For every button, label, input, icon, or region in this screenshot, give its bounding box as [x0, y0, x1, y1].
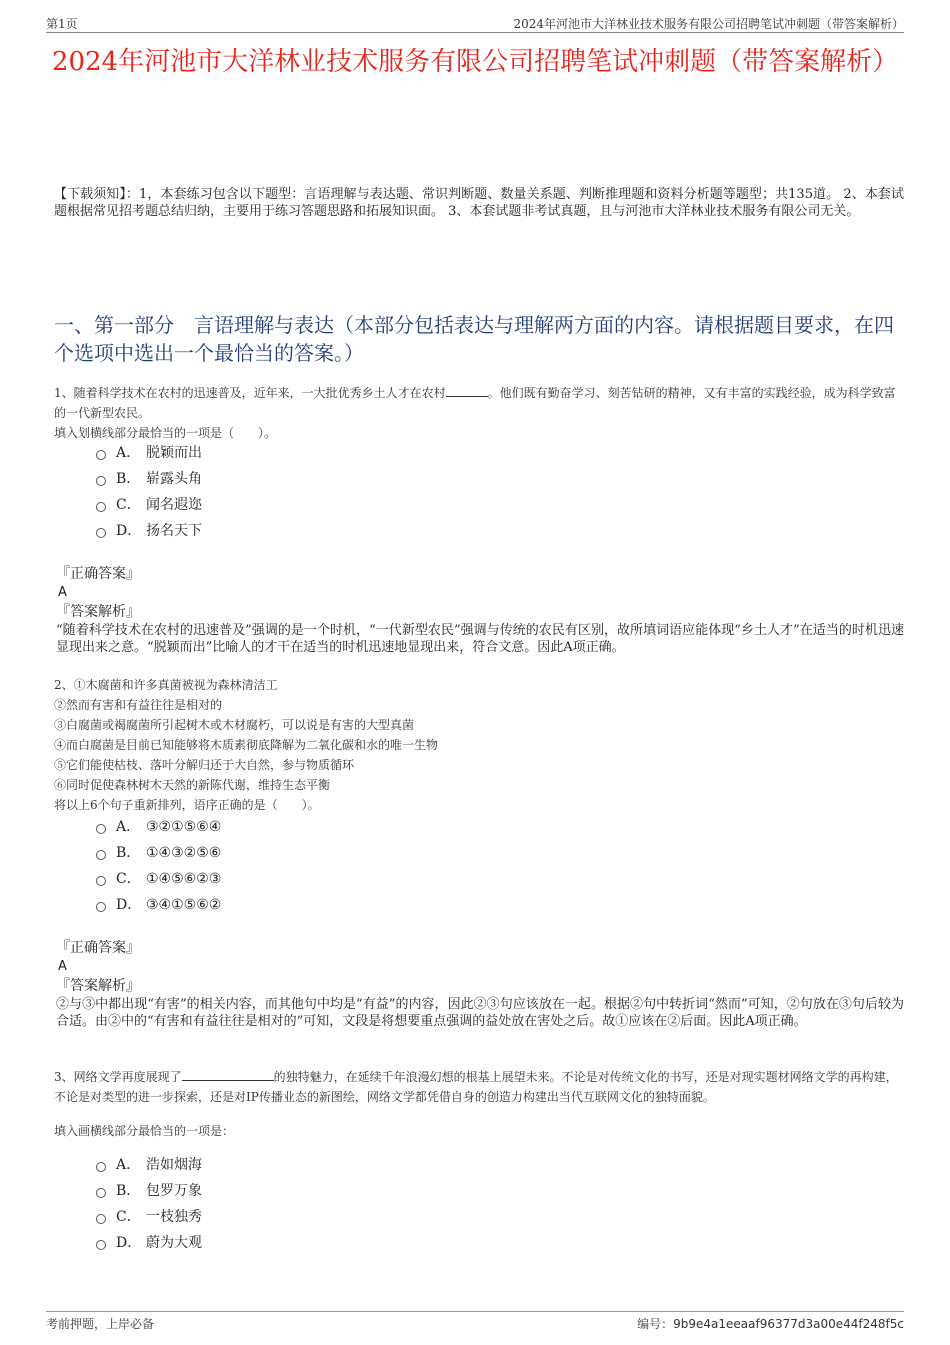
option-d[interactable]: D． 扬名天下 — [96, 518, 202, 544]
analysis-label: 『答案解析』 — [56, 978, 140, 994]
question-3-stem: 3、网络文学再度展现了 的独特魅力，在延续千年浪漫幻想的根基上展望未来。不论是对传统文化的书写，还是对现实题材网络文学的再构建，不论是对类型的进一步探索，还是对IP传播业态的新图绘，网络文学都凭借自身的创造力构建出当代互联网文化的独特面貌。 — [54, 1070, 898, 1104]
radio-icon[interactable] — [96, 876, 106, 886]
question-1-answer — [56, 564, 904, 656]
radio-icon[interactable] — [96, 1188, 106, 1198]
radio-icon[interactable] — [96, 824, 106, 834]
answer-value: A — [58, 585, 67, 600]
question-1-options — [96, 440, 202, 544]
answer-label: 『正确答案』 — [56, 940, 140, 956]
radio-icon[interactable] — [96, 902, 106, 912]
question-3-options — [96, 1152, 202, 1256]
question-2-stem: 2、①木腐菌和许多真菌被视为森林清洁工 ②然而有害和有益往往是相对的 ③白腐菌或褐腐菌所引起树木或木材腐朽，可以说是有害的大型真菌 ④而白腐菌是目前已知能够将木质素彻底降解为二氧化碳和水的唯一生物 ⑤它们能使枯枝、落叶分解归还于大自然，参与物质循环 ⑥同时促使森林树木天然的新陈代谢，维持生态平衡 将以上6个句子重新排列，语序正确的是（ ）。 — [54, 678, 439, 812]
radio-icon[interactable] — [96, 476, 106, 486]
question-2-answer — [56, 938, 904, 1030]
option-a[interactable]: A． ③②①⑤⑥④ — [96, 814, 221, 840]
analysis-label: 『答案解析』 — [56, 604, 140, 620]
page-number: 第1页 — [46, 17, 78, 31]
radio-icon[interactable] — [96, 1162, 106, 1172]
option-d[interactable]: D． 蔚为大观 — [96, 1230, 202, 1256]
question-3-prompt: 填入画横线部分最恰当的一项是： — [54, 1124, 235, 1138]
option-c[interactable]: C． ①④⑤⑥②③ — [96, 866, 221, 892]
answer-value: A — [58, 959, 67, 974]
fill-blank — [446, 396, 488, 397]
option-c[interactable]: C． 一枝独秀 — [96, 1204, 202, 1230]
page-header — [46, 14, 904, 33]
page-footer — [46, 1311, 904, 1332]
option-b[interactable]: B． ①④③②⑤⑥ — [96, 840, 221, 866]
question-2-options — [96, 814, 221, 918]
document-title: 2024年河池市大洋林业技术服务有限公司招聘笔试冲刺题（带答案解析） — [51, 47, 899, 77]
answer-label: 『正确答案』 — [56, 566, 140, 582]
option-d[interactable]: D． ③④①⑤⑥② — [96, 892, 221, 918]
analysis-text: “随着科学技术在农村的迅速普及”强调的是一个时机，“一代新型农民”强调与传统的农民有区别，故所填词语应能体现“乡土人才”在适当的时机迅速显现出来之意。“脱颖而出”比喻人的才干在适当的时机迅速地显现出来，符合文意。因此A项正确。 — [56, 623, 904, 655]
radio-icon[interactable] — [96, 450, 106, 460]
option-b[interactable]: B． 包罗万象 — [96, 1178, 202, 1204]
option-a[interactable]: A． 浩如烟海 — [96, 1152, 202, 1178]
download-notice: 【下载须知】：1，本套练习包含以下题型：言语理解与表达题、常识判断题、数量关系题、判断推理题和资料分析题等题型；共135道。 2、本套试题根据常见招考题总结归纳，主要用于练习答题思路和拓展知识面。 3、本套试题非考试真题，且与河池市大洋林业技术服务有限公司无关。 — [54, 187, 904, 219]
radio-icon[interactable] — [96, 1240, 106, 1250]
document-code: 编号：9b9e4a1eeaaf96377d3a00e44f248f5c — [637, 1317, 904, 1331]
fill-blank — [182, 1080, 274, 1081]
radio-icon[interactable] — [96, 850, 106, 860]
radio-icon[interactable] — [96, 1214, 106, 1224]
analysis-text: ②与③中都出现“有害”的相关内容，而其他句中均是“有益”的内容，因此②③句应该放在一起。根据②句中转折词“然而”可知，②句放在③句后较为合适。由②中的“有害和有益往往是相对的”可知，文段是将想要重点强调的益处放在害处之后。故①应该在②后面。因此A项正确。 — [56, 997, 904, 1029]
question-1-prompt: 填入划横线部分最恰当的一项是（ ）。 — [54, 426, 277, 440]
header-doc-title: 2024年河池市大洋林业技术服务有限公司招聘笔试冲刺题（带答案解析） — [513, 17, 904, 31]
option-c[interactable]: C． 闻名遐迩 — [96, 492, 202, 518]
radio-icon[interactable] — [96, 502, 106, 512]
footer-slogan: 考前押题，上岸必备 — [46, 1317, 155, 1331]
radio-icon[interactable] — [96, 528, 106, 538]
question-1-stem: 1、随着科学技术在农村的迅速普及，近年来，一大批优秀乡土人才在农村 。他们既有勤奋学习、刻苦钻研的精神，又有丰富的实践经验，成为科学致富的一代新型农民。 填入划横线部分最恰当的一项是（ ）。 — [54, 386, 896, 440]
option-a[interactable]: A． 脱颖而出 — [96, 440, 202, 466]
option-b[interactable]: B． 崭露头角 — [96, 466, 202, 492]
section-heading: 一、第一部分 言语理解与表达（本部分包括表达与理解两方面的内容。请根据题目要求，在四个选项中选出一个最恰当的答案。） — [54, 313, 894, 365]
